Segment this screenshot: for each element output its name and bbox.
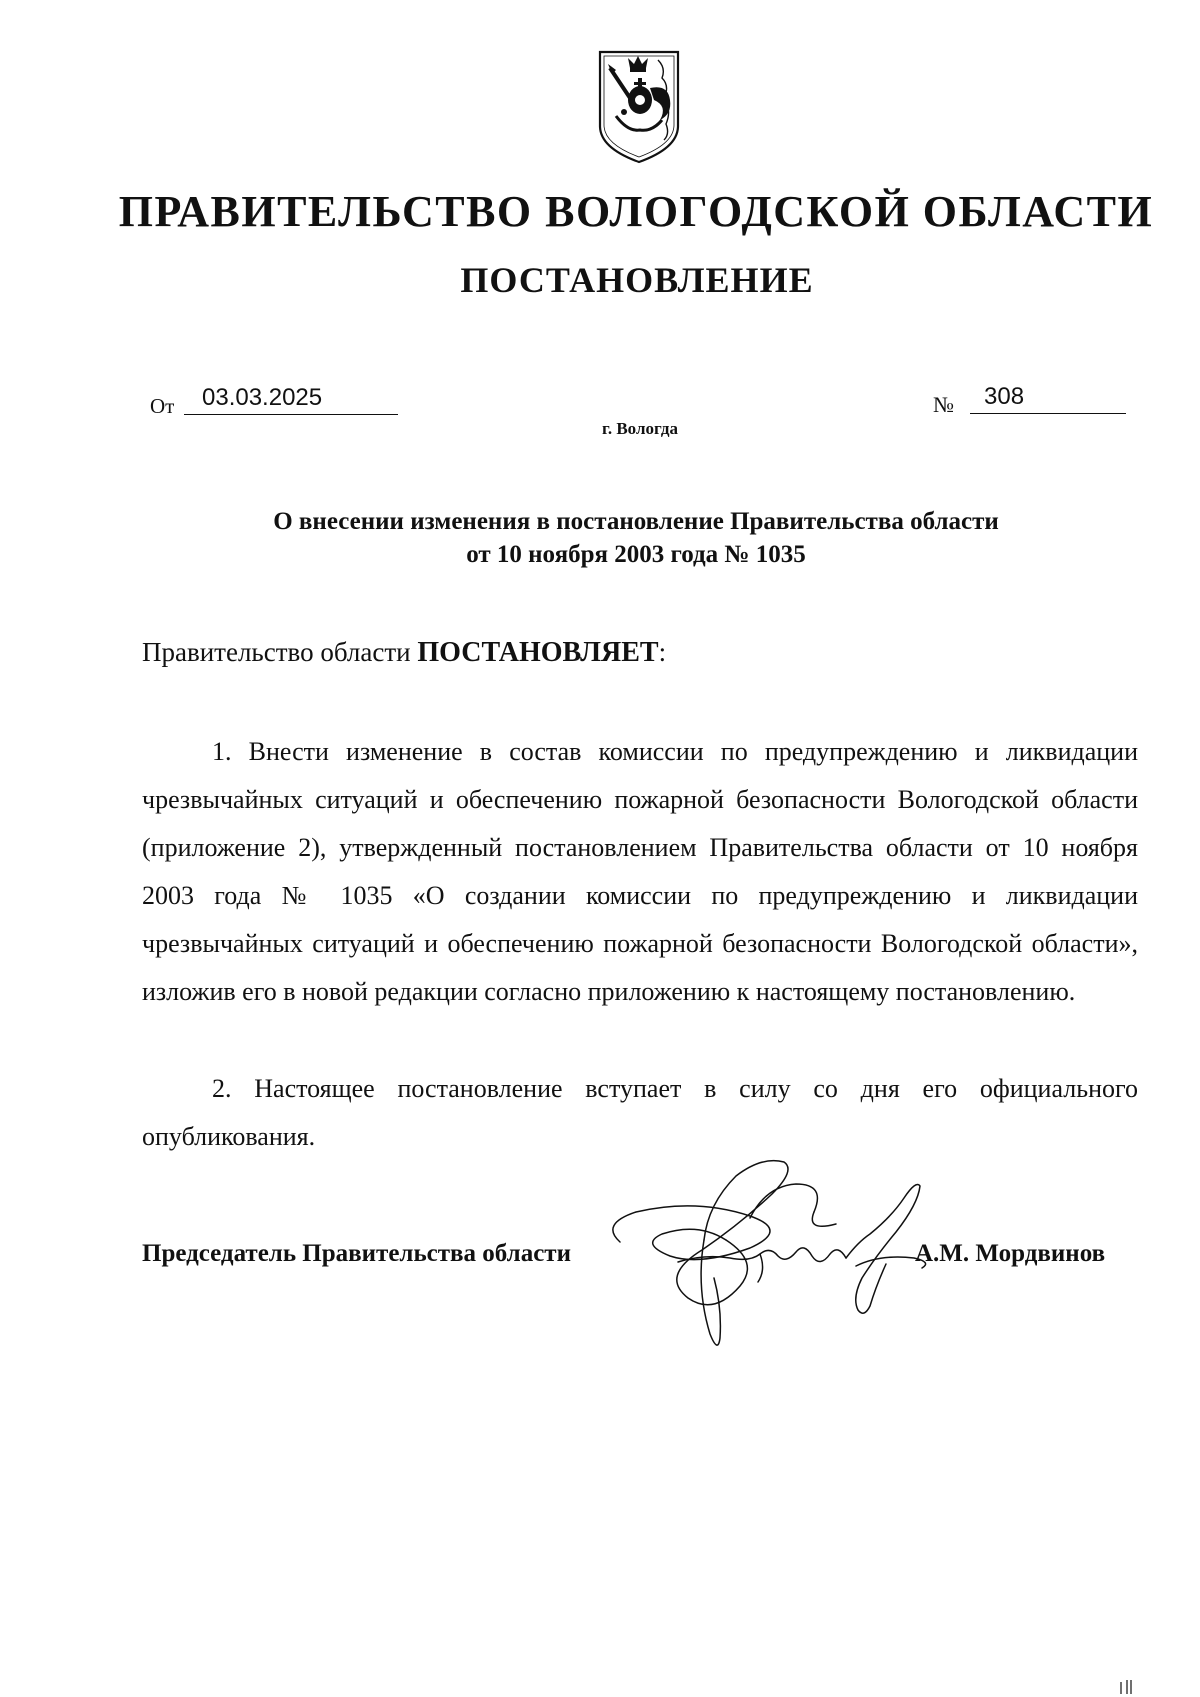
paragraph-1: 1. Внести изменение в состав комиссии по предупреждению и ликвидации чрезвычайных ситуаций и обеспечению пожарной безопасности Вологодской области (приложение 2), утвержденный постановлением Правительства области от 10 ноября 2003 года № 1035 «О создании комиссии по предупреждению и ликвидации чрезвычайных ситуаций и обеспечению пожарной безопасности Вологодской области», изложив его в новой редакции согласно приложению к настоящему постановлению. (142, 737, 1138, 1006)
signatory-position: Председатель Правительства области (142, 1240, 571, 1267)
paragraph-2: 2. Настоящее постановление вступает в силу со дня его официального опубликования. (142, 1074, 1138, 1151)
coat-of-arms-icon (594, 48, 684, 166)
number-label: № (933, 392, 954, 417)
document-date: 03.03.2025 (184, 382, 398, 415)
scan-mark-icon (1118, 1680, 1134, 1694)
preamble-emphasis: ПОСТАНОВЛЯЕТ (417, 637, 659, 668)
signatory-name: А.М. Мордвинов (915, 1240, 1106, 1267)
government-title: ПРАВИТЕЛЬСТВО ВОЛОГОДСКОЙ ОБЛАСТИ (118, 187, 1154, 236)
preamble (142, 634, 666, 671)
date-label: От (150, 394, 175, 418)
preamble-text: Правительство области (142, 637, 418, 667)
issuing-city: г. Вологда (602, 419, 678, 438)
document-subject (150, 505, 1122, 571)
document-number: 308 (970, 381, 1126, 414)
subject-line-1: О внесении изменения в постановление Правительства области (273, 508, 999, 535)
subject-line-2: от 10 ноября 2003 года № 1035 (466, 541, 806, 568)
preamble-suffix: : (658, 637, 667, 667)
document-kind-title: ПОСТАНОВЛЕНИЕ (460, 260, 814, 300)
